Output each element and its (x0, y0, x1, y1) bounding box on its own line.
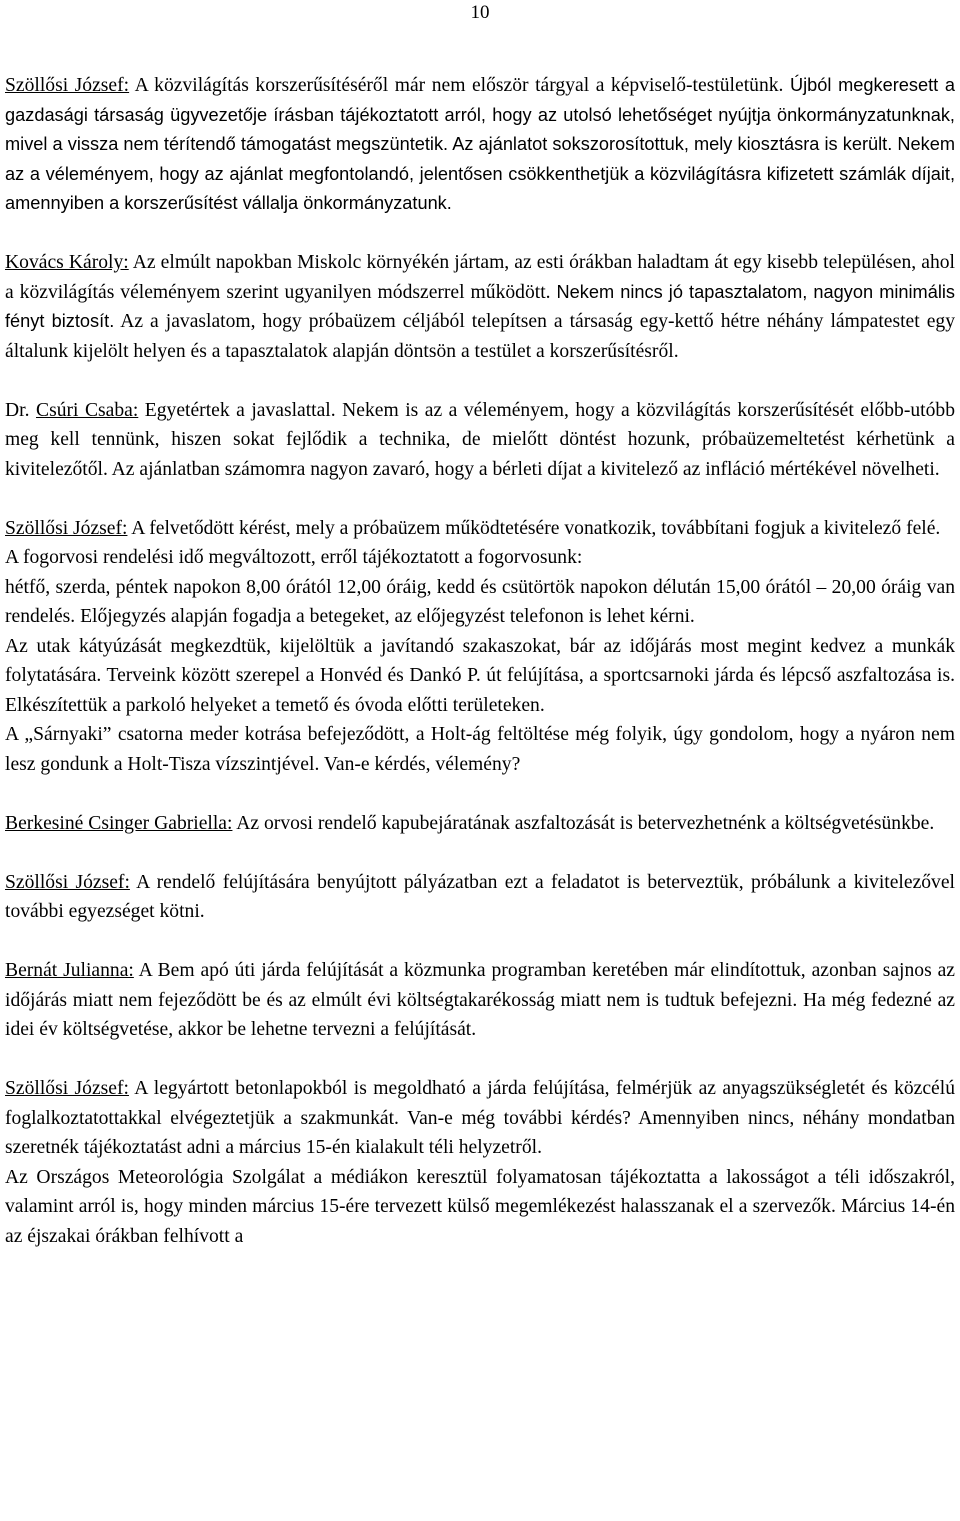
paragraph-text: Az a javaslatom, hogy próbaüzem céljából telepítsen a társaság egy-kettő hétre néhány lámpatestet egy általunk kijelölt helyen és a tapasztalatok alapján döntsön a testület a korszerűsítésről. (5, 311, 955, 362)
paragraph-text: Az utak kátyúzását megkezdtük, kijelöltük a javítandó szakaszokat, bár az időjárás most megint kedvez a munkák folytatására. Terveink között szerepel a Honvéd és Dankó P. út felújítása, a sportcsarnoki járda és lépcső aszfaltozása is. Elkészítettük a parkoló helyeket a temető és óvoda előtti területeken. (5, 635, 955, 716)
paragraph-szollosi-3 (5, 868, 955, 927)
paragraph-szollosi-4 (5, 1074, 955, 1163)
paragraph-text: A felvetődött kérést, mely a próbaüzem működtetésére vonatkozik, továbbítani fogjuk a kivitelező felé. (127, 517, 941, 539)
paragraph-berkesine (5, 809, 955, 839)
speaker-name: Szöllősi József: (5, 1078, 129, 1099)
paragraph-text: Egyetértek a javaslattal. Nekem is az a véleményem, hogy a közvilágítás korszerűsítését előbb-utóbb meg kell tennünk, hiszen sokat fejlődik a technika, de mielőtt döntést hozunk, próbaüzemeltetést kérhetünk a kivitelezőtől. Az ajánlatban számomra nagyon zavaró, hogy a bérleti díjat a kivitelező az infláció mértékével növelheti. (5, 399, 956, 480)
paragraph-csuri (5, 396, 955, 485)
page-number: 10 (470, 2, 490, 23)
paragraph-text: Nekem nincs jó tapasztalatom, nagyon minimális fényt biztosít. (5, 281, 955, 331)
paragraph-bernat (5, 956, 955, 1045)
paragraph-rendelesi-ido (5, 573, 955, 632)
paragraph-text: A legyártott betonlapokból is megoldható a járda felújítása, felmérjük az anyagszükségletét és közcélú foglalkoztatottakkal elvégeztetjük a szakmunkát. Van-e még további kérdés? Amennyiben nincs, néhány mondatban szeretnék tájékoztatást adni a március 15-én kialakult téli helyzetről. (5, 1078, 955, 1158)
speaker-name: Bernát Julianna: (5, 960, 134, 981)
paragraph-csatorna (5, 720, 955, 779)
paragraph-utak (5, 632, 955, 721)
paragraph-text: A közvilágítás korszerűsítéséről már nem először tárgyal a képviselő-testületünk. (129, 75, 790, 96)
speaker-prefix: Dr. (5, 399, 36, 421)
paragraph-fogorvos (5, 543, 955, 573)
paragraph-szollosi-2 (5, 514, 955, 544)
paragraph-kovacs (5, 248, 955, 366)
paragraph-text: A Bem apó úti járda felújítását a közmunka programban keretében már elindítottuk, azonban sajnos az időjárás miatt nem fejeződött be és az elmúlt évi költségtakarékosság miatt nem is tudtuk befejezni. Ha még fedezné az idei év költségvetése, akkor be lehetne tervezni a felújítását. (5, 960, 955, 1040)
speaker-name: Berkesiné Csinger Gabriella: (5, 812, 233, 834)
paragraph-text: Az orvosi rendelő kapubejáratának aszfaltozását is betervezhetnénk a költségvetésünkbe. (232, 812, 935, 834)
paragraph-text: Az elmúlt napokban Miskolc környékén jártam, az esti órákban haladtam át egy kisebb településen, ahol a közvilágítás véleményem szerint ugyanilyen módszerrel működött. (5, 252, 955, 303)
paragraph-text: Újból megkeresett a gazdasági társaság ügyvezetője írásban tájékoztatott arról, hogy az utolsó lehetőséget nyújtja önkormányzatunknak, mivel a vissza nem térítendő támogatást megszüntetik. Az ajánlatot sokszorosítottuk, mely kiosztásra is került. (5, 75, 956, 154)
speaker-name: Szöllősi József: (5, 75, 130, 96)
paragraph-text: hétfő, szerda, péntek napokon 8,00 órától 12,00 óráig, kedd és csütörtök napokon délután 15,00 órától – 20,00 óráig van rendelés. Előjegyzés alapján fogadja a betegeket, az előjegyzést telefonon is lehet kérni. (5, 576, 955, 627)
paragraph-meteorologia (5, 1163, 955, 1252)
paragraph-text: A fogorvosi rendelési idő megváltozott, erről tájékoztatott a fogorvosunk: (5, 547, 583, 568)
speaker-name: Csúri Csaba: (36, 399, 139, 421)
speaker-name: Szöllősi József: (5, 871, 130, 893)
paragraph-text: Az Országos Meteorológia Szolgálat a médiákon keresztül folyamatosan tájékoztatta a lakosságot a téli időszakról, valamint arról is, hogy minden március 15-ére tervezett külső megemlékezést halasszanak el a szervezők. Március 14-én az éjszakai órákban felhívott a (5, 1166, 955, 1247)
paragraph-text: Nekem az a véleményem, hogy az ajánlat megfontolandó, jelentősen csökkenthetjük a közvilágításra kifizetett számlák díjait, amennyiben a korszerűsítést vállalja önkormányzatunk. (5, 134, 955, 213)
paragraph-szollosi-1 (5, 71, 955, 219)
speaker-name: Kovács Károly: (5, 252, 129, 273)
paragraph-text: A rendelő felújítására benyújtott pályázatban ezt a feladatot is beterveztük, próbálunk a kivitelezővel további egyezséget kötni. (5, 871, 955, 922)
speaker-name: Szöllősi József: (5, 517, 128, 539)
paragraph-text: A „Sárnyaki” csatorna meder kotrása befejeződött, a Holt-ág feltöltése még folyik, úgy gondolom, hogy a nyáron nem lesz gondunk a Holt-Tisza vízszintjével. Van-e kérdés, vélemény? (5, 724, 955, 775)
document-body (5, 71, 955, 1251)
